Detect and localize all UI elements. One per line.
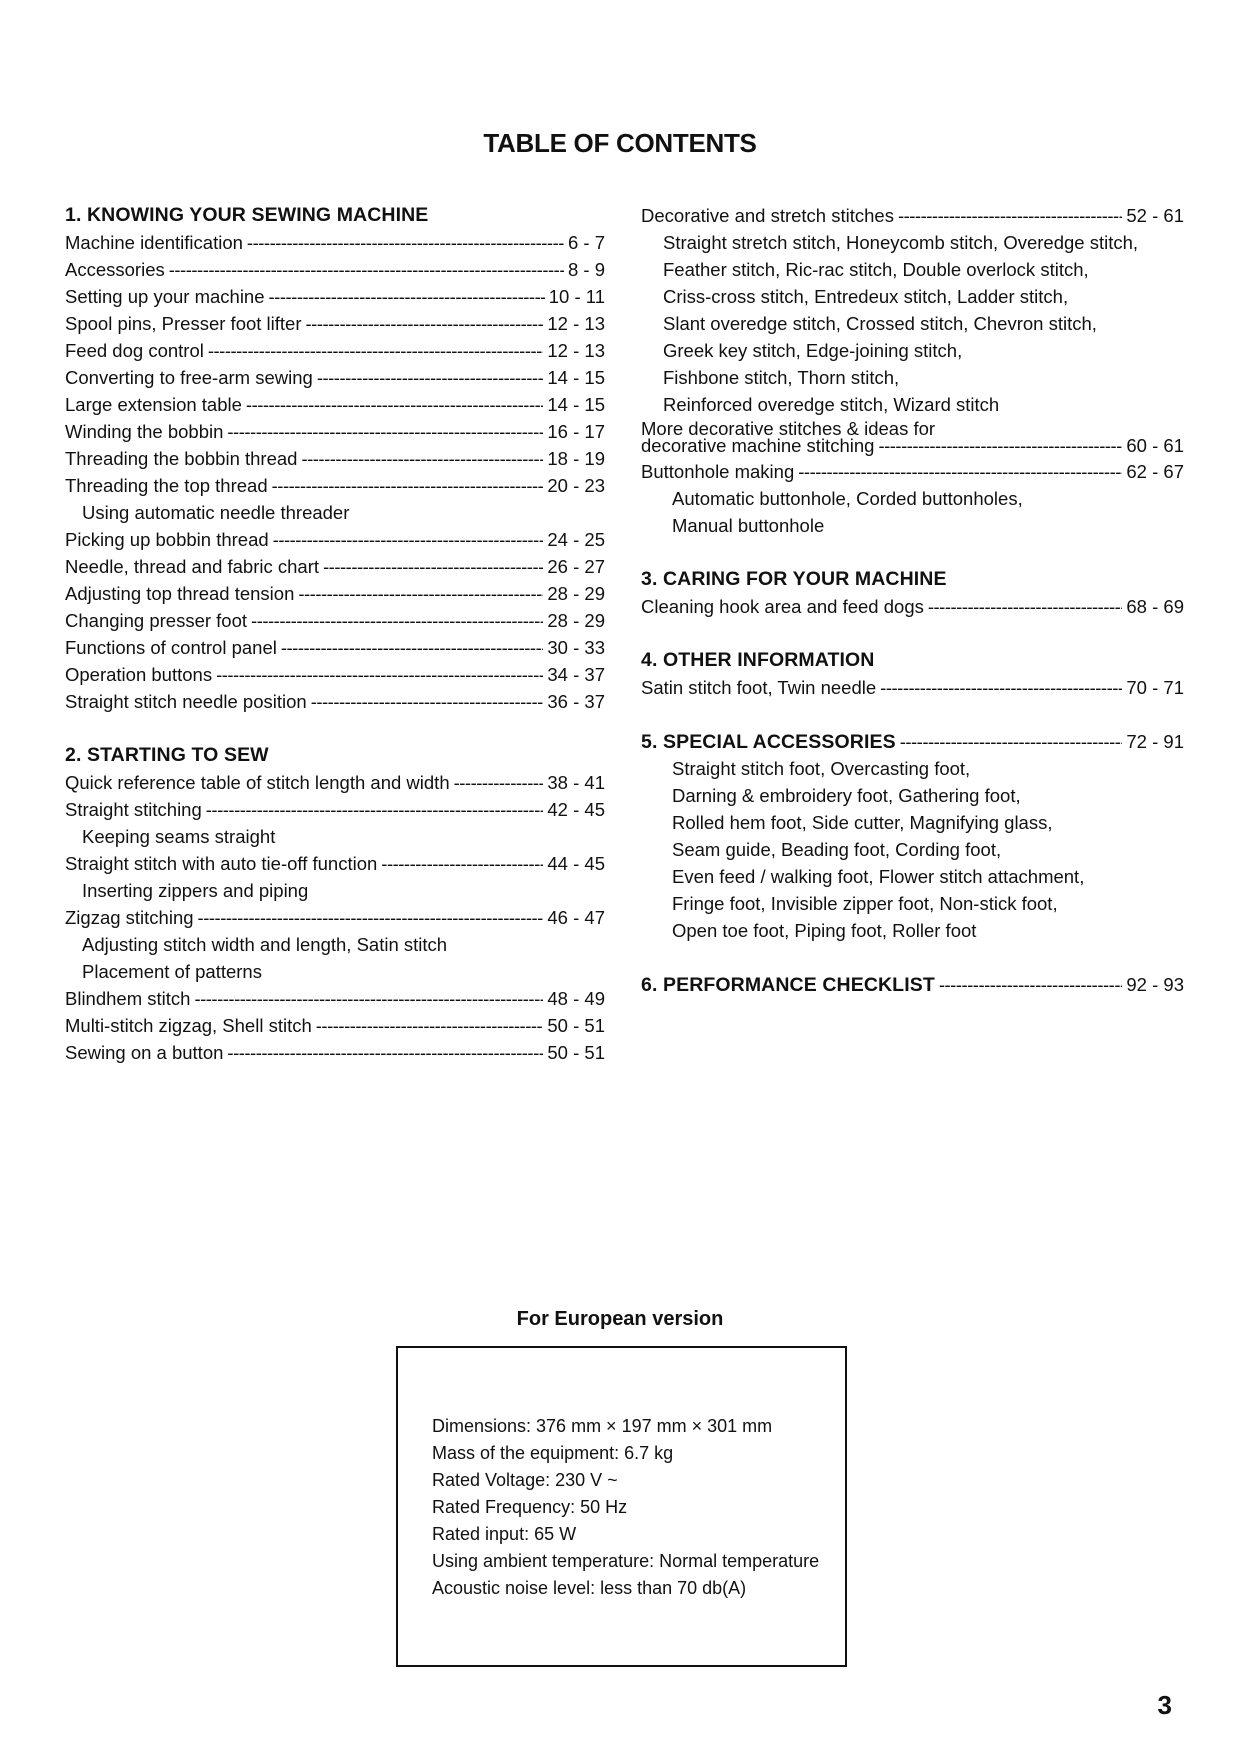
toc-section-entry: 5. SPECIAL ACCESSORIES ----- 72 - 91 xyxy=(641,728,1184,755)
spec-line: Rated Frequency: 50 Hz xyxy=(432,1497,628,1517)
toc-entry: Picking up bobbin thread ----- 24 - 25 xyxy=(65,526,605,553)
toc-entry: decorative machine stitching ----- 60 - 61 xyxy=(641,437,1184,454)
toc-section-entry: 6. PERFORMANCE CHECKLIST ----- 92 - 93 xyxy=(641,971,1184,998)
section-heading: 4. OTHER INFORMATION xyxy=(641,649,875,671)
toc-entry: Multi-stitch zigzag, Shell stitch ----- 50 - 51 xyxy=(65,1012,605,1039)
toc-entry: Quick reference table of stitch length and width ----- 38 - 41 xyxy=(65,769,605,796)
toc-entry: Sewing on a button ----- 50 - 51 xyxy=(65,1039,605,1066)
toc-subentry: Reinforced overedge stitch, Wizard stitch xyxy=(663,394,1000,415)
toc-entry: Zigzag stitching ----- 46 - 47 xyxy=(65,904,605,931)
section-heading: 6. PERFORMANCE CHECKLIST xyxy=(641,974,935,996)
spec-line: Rated input: 65 W xyxy=(432,1524,577,1544)
toc-subentry: Straight stretch stitch, Honeycomb stitch, Overedge stitch, xyxy=(663,232,1139,253)
toc-entry-wrapped xyxy=(641,418,1184,458)
toc-entry: Winding the bobbin ----- 16 - 17 xyxy=(65,418,605,445)
section-heading: 5. SPECIAL ACCESSORIES xyxy=(641,731,896,753)
toc-subentry: Even feed / walking foot, Flower stitch attachment, xyxy=(672,866,1085,887)
toc-entry: Straight stitch with auto tie-off function ----- 44 - 45 xyxy=(65,850,605,877)
specifications-box xyxy=(396,1346,847,1667)
section-heading: 2. STARTING TO SEW xyxy=(65,744,269,766)
toc-entry-line: More decorative stitches & ideas for xyxy=(641,418,936,439)
spec-line: Mass of the equipment: 6.7 kg xyxy=(432,1443,674,1463)
toc-subentry: Feather stitch, Ric-rac stitch, Double overlock stitch, xyxy=(663,259,1089,280)
toc-entry: Machine identification ----- 6 - 7 xyxy=(65,229,605,256)
toc-subentry: Rolled hem foot, Side cutter, Magnifying glass, xyxy=(672,812,1053,833)
toc-subentry: Using automatic needle threader xyxy=(82,502,350,523)
toc-subentry: Fishbone stitch, Thorn stitch, xyxy=(663,367,900,388)
page-number: 3 xyxy=(1157,1690,1172,1720)
toc-subentry: Keeping seams straight xyxy=(82,826,276,847)
section-heading: 3. CARING FOR YOUR MACHINE xyxy=(641,568,947,590)
toc-subentry: Straight stitch foot, Overcasting foot, xyxy=(672,758,971,779)
toc-subentry: Manual buttonhole xyxy=(672,515,825,536)
toc-entry: Functions of control panel ----- 30 - 33 xyxy=(65,634,605,661)
spec-line: Using ambient temperature: Normal temperature xyxy=(432,1551,820,1571)
toc-subentry: Open toe foot, Piping foot, Roller foot xyxy=(672,920,977,941)
toc-entry: Blindhem stitch ----- 48 - 49 xyxy=(65,985,605,1012)
spec-line: Acoustic noise level: less than 70 db(A) xyxy=(432,1578,747,1598)
toc-entry: Accessories ----- 8 - 9 xyxy=(65,256,605,283)
toc-subentry: Fringe foot, Invisible zipper foot, Non-stick foot, xyxy=(672,893,1058,914)
toc-entry: Converting to free-arm sewing ----- 14 - 15 xyxy=(65,364,605,391)
toc-entry: Buttonhole making ----- 62 - 67 xyxy=(641,458,1184,485)
toc-entry: Straight stitching ----- 42 - 45 xyxy=(65,796,605,823)
european-version-title: For European version xyxy=(516,1308,724,1330)
toc-subentry: Adjusting stitch width and length, Satin stitch xyxy=(82,934,448,955)
toc-subentry: Slant overedge stitch, Crossed stitch, Chevron stitch, xyxy=(663,313,1097,334)
toc-entry: Changing presser foot ----- 28 - 29 xyxy=(65,607,605,634)
toc-entry: Adjusting top thread tension ----- 28 - 29 xyxy=(65,580,605,607)
toc-subentry: Criss-cross stitch, Entredeux stitch, Ladder stitch, xyxy=(663,286,1069,307)
toc-entry: Spool pins, Presser foot lifter ----- 12 - 13 xyxy=(65,310,605,337)
toc-subentry: Inserting zippers and piping xyxy=(82,880,309,901)
toc-entry: Setting up your machine ----- 10 - 11 xyxy=(65,283,605,310)
toc-subentry: Placement of patterns xyxy=(82,961,262,982)
toc-subentry: Darning & embroidery foot, Gathering foot, xyxy=(672,785,1021,806)
toc-entry: Threading the top thread ----- 20 - 23 xyxy=(65,472,605,499)
section-heading: 1. KNOWING YOUR SEWING MACHINE xyxy=(65,204,429,226)
toc-entry: Cleaning hook area and feed dogs ----- 68 - 69 xyxy=(641,593,1184,620)
toc-left-column xyxy=(65,202,605,1066)
toc-entry: Large extension table ----- 14 - 15 xyxy=(65,391,605,418)
page-title: TABLE OF CONTENTS xyxy=(483,128,757,158)
toc-entry: Operation buttons ----- 34 - 37 xyxy=(65,661,605,688)
toc-entry: Threading the bobbin thread ----- 18 - 19 xyxy=(65,445,605,472)
spec-line: Rated Voltage: 230 V ~ xyxy=(432,1470,618,1490)
toc-subentry: Automatic buttonhole, Corded buttonholes, xyxy=(672,488,1023,509)
toc-right-column xyxy=(641,202,1184,998)
toc-entry: Feed dog control ----- 12 - 13 xyxy=(65,337,605,364)
toc-entry: Straight stitch needle position ----- 36 - 37 xyxy=(65,688,605,715)
toc-entry: Decorative and stretch stitches ----- 52 - 61 xyxy=(641,202,1184,229)
spec-line: Dimensions: 376 mm × 197 mm × 301 mm xyxy=(432,1416,773,1436)
toc-subentry: Seam guide, Beading foot, Cording foot, xyxy=(672,839,1002,860)
toc-subentry: Greek key stitch, Edge-joining stitch, xyxy=(663,340,963,361)
toc-entry: Satin stitch foot, Twin needle ----- 70 - 71 xyxy=(641,674,1184,701)
toc-entry: Needle, thread and fabric chart ----- 26 - 27 xyxy=(65,553,605,580)
